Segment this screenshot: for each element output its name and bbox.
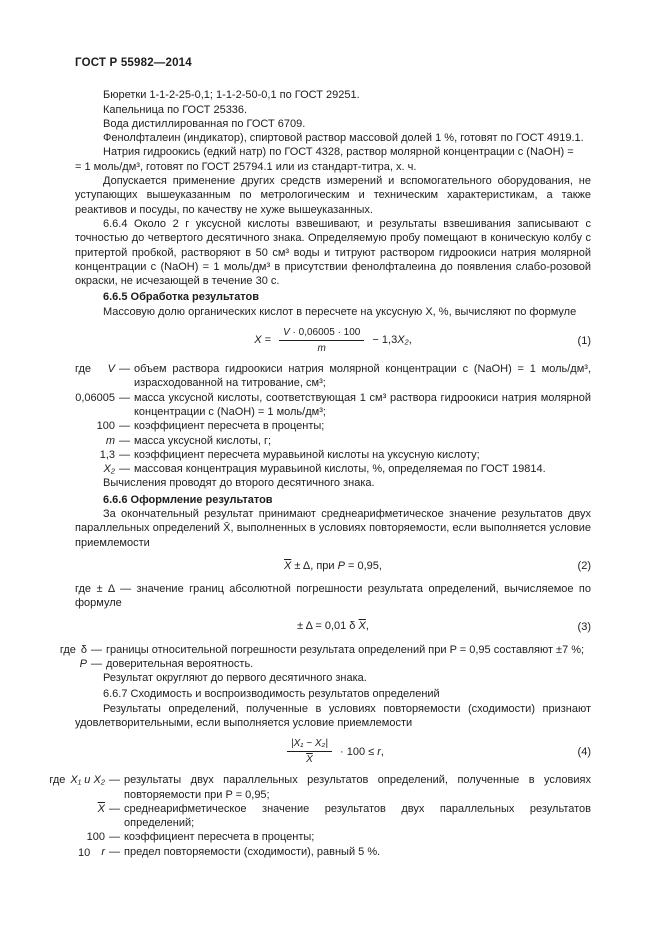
section-heading-6-6-7: 6.6.7 Сходимость и воспроизводимость результатов определений	[103, 688, 440, 701]
document-header: ГОСТ Р 55982—2014	[75, 57, 192, 69]
definition-row	[75, 448, 591, 462]
definition-text: коэффициент пересчета в проценты;	[134, 420, 325, 433]
paragraph-calc-precision: Вычисления проводят до второго десятичного знака.	[103, 477, 375, 490]
paragraph-dropper: Капельница по ГОСТ 25336.	[103, 103, 248, 116]
naoh-line1: Натрия гидроокись (едкий натр) по ГОСТ 4328, раствор молярной концентрации c (NaOH) =	[103, 146, 574, 159]
page-number: 10	[78, 847, 91, 859]
definition-dash: —	[119, 434, 130, 447]
formula-4: $\frac{\text{|X₁ − X₂|}}{X}$ · 100 ≤ r , (4)	[75, 737, 591, 766]
definition-term: m	[105, 434, 115, 447]
definition-text: предел повторяемости (сходимости), равный 5 %.	[124, 845, 381, 858]
definition-text: масса уксусной кислоты, г;	[134, 434, 272, 447]
definition-term: V	[107, 363, 115, 376]
definition-term: P	[79, 657, 87, 670]
paragraph-water: Вода дистиллированная по ГОСТ 6709.	[103, 117, 306, 130]
definition-term: X₂	[103, 463, 115, 476]
definition-row	[75, 830, 591, 844]
formula-1-x2: X₂	[397, 334, 409, 347]
definition-row: где δ — границы относительной погрешности результата определений при P = 0,95 составляют ±7 %;	[75, 643, 591, 657]
paragraph-burettes: Бюретки 1-1-2-25-0,1; 1-1-2-50-0,1 по ГОСТ 29251.	[103, 89, 360, 102]
formula-4-denominator: X	[306, 754, 313, 766]
definition-term: 100	[96, 420, 115, 433]
section-heading-6-6-5: 6.6.5 Обработка результатов	[103, 291, 260, 304]
formula-1: X = $\frac{V \cdot 0,06005 \cdot 100}{m}$ − 1,3 X₂ , (1)	[254, 327, 591, 355]
definition-text: массовая концентрация муравьиной кислоты, %, определяемая по ГОСТ 19814.	[134, 463, 546, 476]
section-heading-6-6-6: 6.6.6 Оформление результатов	[103, 493, 273, 506]
paragraph-mass-fraction: Массовую долю органических кислот в пересчете на уксусную X, %, вычисляют по формуле	[103, 305, 577, 318]
definition-dash: —	[109, 774, 120, 787]
formula-3: ± Δ = 0,01 δ $\overline{X}$ , (3)	[297, 620, 591, 633]
paragraph-where-delta: где ± Δ — значение границ абсолютной погрешности результата определений, вычисляемое по формуле	[75, 582, 591, 610]
equation-number-2: (2)	[577, 559, 591, 572]
formula-4-fraction	[287, 737, 332, 766]
definition-row	[75, 845, 591, 859]
definition-dash: —	[109, 802, 120, 815]
definition-text: доверительная вероятность.	[106, 657, 254, 670]
definition-text: масса уксусной кислоты, соответствующая 1 см³ раствора гидроокиси натрия молярной концентрации c (NaOH) = 1 моль/дм³;	[134, 391, 591, 418]
definition-list-formula-3	[59, 643, 591, 672]
formula-4-numerator: |X₁ − X₂|	[287, 737, 332, 752]
definition-text: границы относительной погрешности результата определений при P = 0,95 составляют ±7 %;	[106, 643, 585, 656]
formula-4-r: r	[377, 745, 381, 758]
definition-term: δ	[80, 643, 87, 656]
definition-dash: —	[119, 391, 130, 404]
paragraph-repeatability: Результаты определений, полученные в условиях повторяемости (сходимости) признают удовлетворительными, если выполняется условие приемлемости	[75, 702, 591, 729]
definition-term-xbar: $\overline{X}$	[97, 802, 105, 815]
definition-row	[75, 657, 591, 671]
formula-1-variable: X	[254, 334, 262, 347]
definition-dash: —	[119, 463, 130, 476]
definition-term: 100	[86, 831, 105, 844]
formula-2-xbar: $\overline{X}$	[284, 559, 292, 572]
definition-dash: —	[109, 831, 120, 844]
definition-term: r	[101, 845, 105, 858]
definition-row	[75, 391, 591, 420]
formula-1-denominator: m	[317, 343, 326, 355]
definition-row	[75, 802, 591, 831]
paragraph-rounding: Результат округляют до первого десятичного знака.	[103, 672, 367, 685]
definition-row	[75, 462, 591, 476]
definition-dash: —	[91, 657, 102, 670]
definition-row: где V — объем раствора гидроокиси натрия молярной концентрации c (NaOH) = 1 моль/дм³, израсходованной на титрование, см³;	[75, 363, 591, 390]
definition-term: 1,3	[99, 448, 115, 461]
definition-text: среднеарифметическое значение результатов двух параллельных результатов определений;	[124, 802, 591, 830]
paragraph-allowed-equipment: Допускается применение других средств измерений и вспомогательного оборудования, не уступающих вышеуказанным по метрологическим и техническим характеристикам, а также реактивов и посуды, по качеству не хуже вышеуказанных.	[75, 175, 591, 216]
paragraph-6-6-4: 6.6.4 Около 2 г уксусной кислоты взвешивают, и результаты взвешивания записывают с точностью до четвертого десятичного знака. Определяемую пробу помещают в коническую колбу с притертой пробкой, растворяют в 50 см³ воды и титруют раствором гидроокиси натрия молярной концентрации c (NaOH) = 1 моль/дм³ в присутствии фенолфталеина до появления слабо-розовой окраски, не исчезающей в течение 30 с.	[75, 217, 591, 288]
definition-dash: —	[109, 845, 120, 858]
formula-1-fraction	[279, 326, 364, 355]
paragraph-naoh	[75, 145, 591, 174]
definition-row: где X₁ и X₂ — результаты двух параллельных результатов определений, полученные в условиях повторяемости при P = 0,95;	[49, 774, 591, 801]
definition-text: коэффициент пересчета муравьиной кислоты на уксусную кислоту;	[134, 448, 480, 461]
paragraph-final-result: За окончательный результат принимают среднеарифметическое значение результатов двух параллельных определений X̄, выполненных в условиях повторяемости, если выполняется условие приемлемости	[75, 508, 591, 549]
definition-dash: —	[91, 643, 102, 656]
definition-dash: —	[119, 448, 130, 461]
definition-dash: —	[119, 420, 130, 433]
definition-row	[75, 419, 591, 433]
definition-term: 0,06005	[75, 391, 115, 404]
definition-list-formula-4	[49, 773, 591, 859]
equation-number-4: (4)	[577, 745, 591, 758]
definition-text: результаты двух параллельных результатов определений, полученные в условиях повторяемости при P = 0,95;	[124, 774, 591, 801]
paragraph-phenolphthalein: Фенолфталеин (индикатор), спиртовой раствор массовой долей 1 %, готовят по ГОСТ 4919.1.	[103, 132, 584, 145]
formula-2-p: P	[337, 559, 345, 572]
definition-list-formula-1	[75, 362, 591, 476]
definition-row	[75, 434, 591, 448]
definition-text: объем раствора гидроокиси натрия молярной концентрации c (NaOH) = 1 моль/дм³, израсходованной на титрование, см³;	[134, 363, 591, 390]
naoh-line2: = 1 моль/дм³, готовят по ГОСТ 25794.1 или из стандарт-титра, х. ч.	[75, 160, 417, 173]
formula-3-xbar: $\overline{X}$	[358, 620, 366, 633]
equation-number-1: (1)	[577, 334, 591, 347]
definition-dash: —	[119, 363, 130, 376]
formula-1-numerator: V · 0,06005 · 100	[279, 326, 364, 341]
formula-2: $\overline{X}$ ± Δ, при P = 0,95, (2)	[284, 559, 591, 572]
definition-text: коэффициент пересчета в проценты;	[124, 831, 315, 844]
equation-number-3: (3)	[577, 620, 591, 633]
definition-term: X₁ и X₂	[70, 774, 105, 787]
text-block	[49, 56, 591, 859]
